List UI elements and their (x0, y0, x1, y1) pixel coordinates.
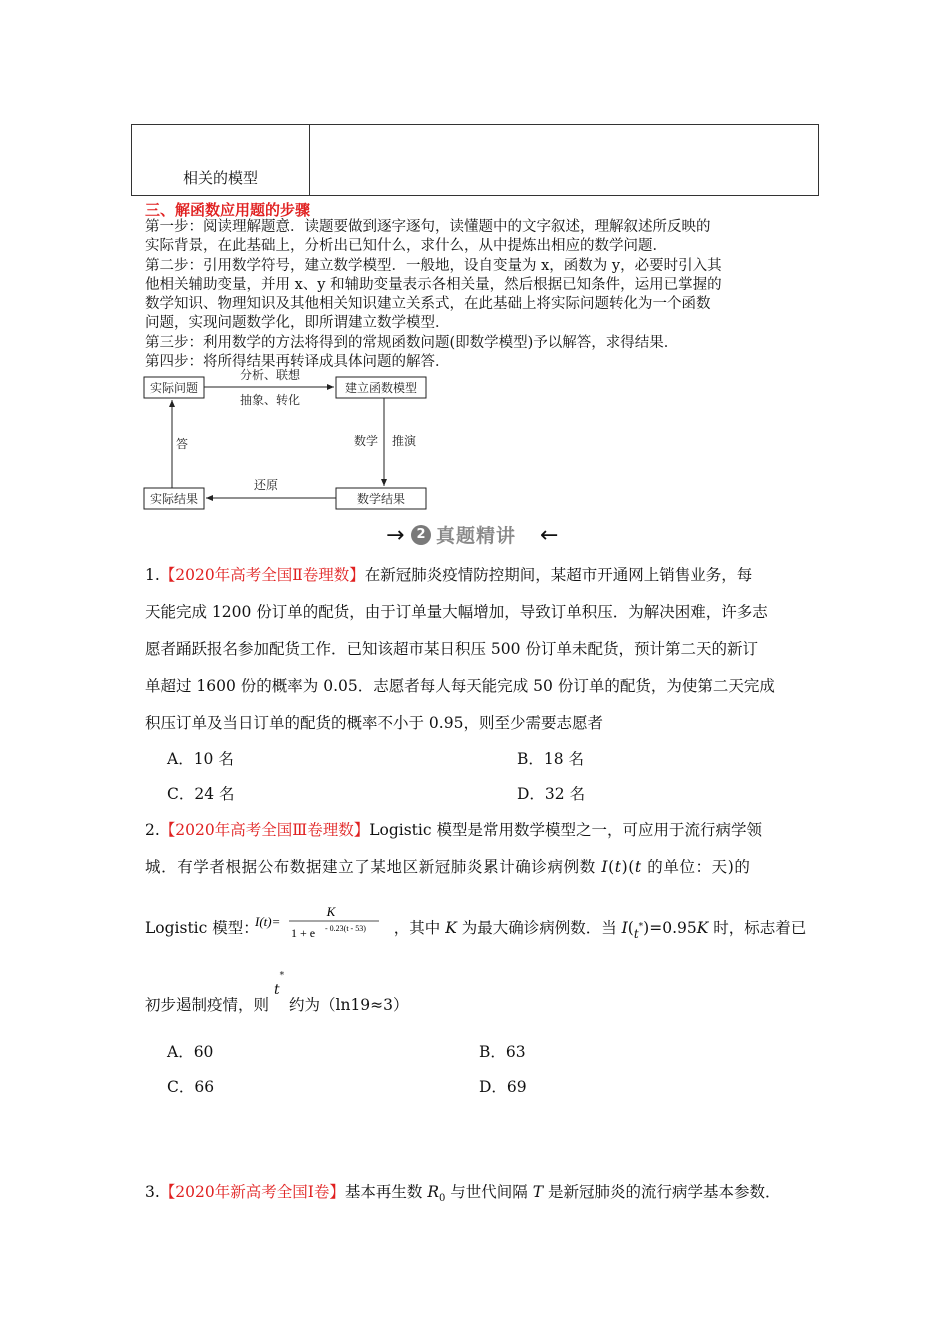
label-answer: 答 (175, 437, 189, 451)
q2-var-t: t (614, 858, 622, 876)
q2-number: 2. (145, 821, 160, 839)
q2-option-a[interactable]: A．60 (167, 1043, 214, 1061)
box-build-model-label: 建立函数模型 (344, 381, 418, 395)
formula-exponent: - 0.23(t - 53) (325, 924, 366, 933)
q2-text: 为最大确诊病例数．当 (456, 919, 622, 937)
label-abstract: 抽象、转化 (239, 393, 301, 407)
step-line: 实际背景，在此基础上，分析出已知什么，求什么，从中提炼出相应的数学问题． (145, 238, 667, 255)
q3-text: 是新冠肺炎的流行病学基本参数． (543, 1183, 781, 1201)
q2-star: * (638, 922, 644, 932)
q3-sub-0: 0 (438, 1193, 446, 1205)
q2-option-b[interactable]: B．63 (479, 1043, 526, 1061)
q1-source: 【2020年高考全国Ⅱ卷理数】 (159, 566, 365, 584)
q2-paren: ( (627, 919, 634, 937)
step-line: 第三步：利用数学的方法将得到的常规函数问题(即数学模型)予以解答，求得结果． (145, 334, 679, 351)
box-actual-result-label: 实际结果 (149, 492, 199, 506)
q2-var-k: K (445, 919, 457, 937)
q2-text: Logistic 模型是常用数学模型之一，可应用于流行病学领 (369, 821, 762, 839)
q3-text: 与世代间隔 (445, 1183, 533, 1201)
q3-var-r: R (427, 1183, 439, 1201)
logistic-formula (253, 900, 383, 942)
step-line: 数学知识、物理知识及其他相关知识建立关系式，在此基础上将实际问题转化为一个函数 (145, 296, 711, 313)
q1-option-d[interactable]: D．32 名 (517, 785, 586, 803)
box-actual-problem-label: 实际问题 (149, 381, 199, 395)
q2-paren: )( (621, 858, 635, 876)
q2-model-label: Logistic 模型： (145, 919, 259, 937)
formula-lhs: I(t)= (255, 914, 281, 929)
q1-line-4: 单超过 1600 份的概率为 0.05．志愿者每人每天能完成 50 份订单的配货，为使第二天完成 (145, 677, 775, 695)
q2-var-i: I (621, 919, 628, 937)
step-line: 第四步：将所得结果再转译成具体问题的解答． (145, 354, 450, 371)
q2-var-t: t (634, 858, 642, 876)
label-math: 数学 (353, 434, 379, 448)
step-line: 问题，实现问题数学化，即所谓建立数学模型． (145, 315, 450, 332)
section-title: 三、解函数应用题的步骤 (145, 201, 311, 219)
q2-line-4 (145, 970, 409, 1015)
q1-text: 在新冠肺炎疫情防控期间，某超市开通网上销售业务，每 (364, 566, 753, 584)
q2-var-t: t (273, 982, 280, 998)
q3-number: 3. (145, 1183, 160, 1201)
table-cell-label: 相关的模型 (182, 169, 258, 187)
steps-text (145, 218, 810, 372)
q2-source: 【2020年高考全国Ⅲ卷理数】 (159, 821, 370, 839)
label-analyze: 分析、联想 (239, 368, 301, 382)
q2-var-t-star: t (633, 927, 639, 941)
banner-left-arrow: → (386, 523, 405, 548)
q2-paren: ( (608, 858, 615, 876)
q2-line-2 (145, 855, 751, 877)
q3-line-1 (145, 1180, 781, 1204)
step-line: 他相关辅助变量，并用 x、y 和辅助变量表示各相关量，然后根据已知条件，运用已掌握的 (145, 276, 722, 293)
formula-denominator: 1 + e (291, 926, 316, 940)
flowchart-svg (140, 365, 440, 515)
q2-text: 初步遏制疫情，则 (145, 996, 274, 1014)
q2-text: 约为（ln19≈3） (284, 996, 409, 1014)
q3-source: 【2020年新高考全国Ⅰ卷】 (159, 1183, 345, 1201)
q2-option-c[interactable]: C．66 (167, 1078, 215, 1096)
q1-line-1 (145, 563, 752, 585)
question-2 (145, 818, 810, 1098)
label-restore: 还原 (253, 478, 279, 492)
q2-text: ，其中 (393, 919, 446, 937)
q2-option-d[interactable]: D．69 (479, 1078, 527, 1096)
q1-option-b[interactable]: B．18 名 (517, 750, 585, 768)
formula-svg (253, 900, 383, 942)
q2-line-2-text: 城．有学者根据公布数据建立了某地区新冠肺炎累计确诊病例数 (145, 858, 602, 876)
label-deduce: 推演 (391, 434, 417, 448)
q2-text: )=0.95 (643, 919, 697, 937)
q1-line-2: 天能完成 1200 份订单的配货，由于订单量大幅增加，导致订单积压．为解决困难，许多志 (145, 603, 768, 621)
step-line: 第一步：阅读理解题意．读题要做到逐字逐句，读懂题中的文字叙述，理解叙述所反映的 (145, 219, 711, 235)
table-divider (309, 125, 310, 195)
banner-title: 真题精讲 (436, 525, 517, 547)
flowchart (140, 365, 440, 519)
q2-text: 时，标志着已 (708, 919, 807, 937)
question-1 (145, 563, 810, 803)
step-line: 第二步：引用数学符号，建立数学模型．一般地，设自变量为 x，函数为 y，必要时引入其 (145, 257, 722, 274)
q1-number: 1. (145, 566, 160, 584)
q2-var-k: K (696, 919, 709, 937)
question-3 (145, 1180, 810, 1204)
q2-line-2-end: 的单位：天)的 (641, 858, 751, 876)
banner-right-arrow: ← (540, 523, 559, 548)
q3-text: 基本再生数 (344, 1183, 428, 1201)
q2-var-i: I (601, 858, 609, 876)
q3-var-t: T (532, 1183, 544, 1201)
q1-line-3: 愿者踊跃报名参加配货工作．已知该超市某日积压 500 份订单未配货，预计第二天的新订 (145, 640, 758, 658)
q2-line-1 (145, 818, 762, 840)
box-math-result-label: 数学结果 (356, 492, 406, 506)
section-banner (380, 522, 580, 550)
q2-star: * (279, 970, 285, 981)
banner-number-badge: 2 (411, 525, 431, 545)
formula-numerator: K (326, 904, 336, 919)
q1-option-a[interactable]: A．10 名 (167, 750, 234, 768)
q1-option-c[interactable]: C．24 名 (167, 785, 235, 803)
q1-line-5: 积压订单及当日订单的配货的概率不小于 0.95，则至少需要志愿者 (145, 714, 603, 732)
model-table (131, 124, 819, 196)
q2-line-3 (145, 916, 806, 941)
